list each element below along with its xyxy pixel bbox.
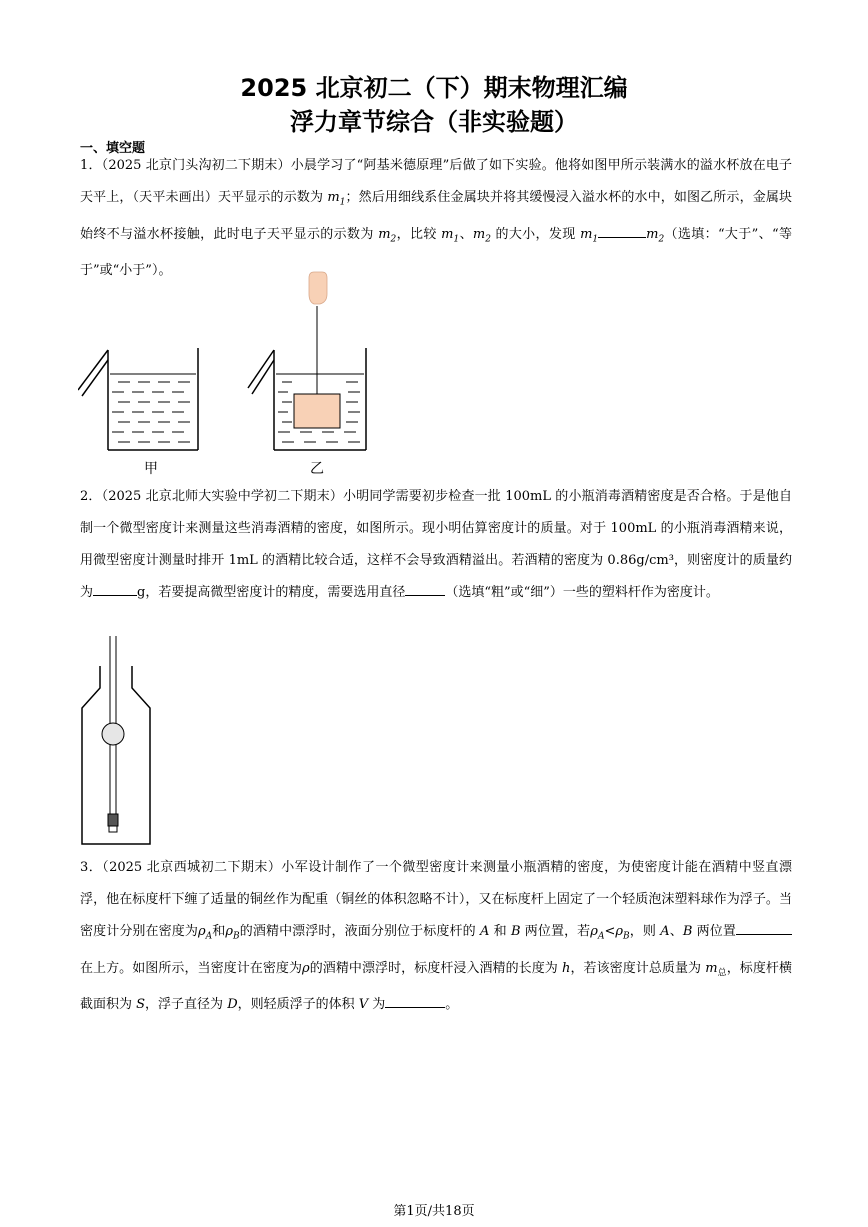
- q3-text-10: ，标度杆横截面积为: [80, 960, 792, 1013]
- metal-block: [294, 394, 340, 428]
- q1-figure-label-b: 乙: [310, 461, 324, 477]
- q3-answer-blank-2[interactable]: [385, 993, 445, 1008]
- question-1: [80, 150, 792, 287]
- q1-var-m1c: m: [580, 226, 593, 242]
- q3-sep: 、: [669, 924, 683, 939]
- q3-cmp-rho-b: ρ: [615, 924, 624, 939]
- page-footer: 第1页/共18页: [393, 1204, 475, 1219]
- q3-var-a: A: [479, 924, 490, 939]
- q3-text-5: ，则: [629, 924, 661, 939]
- q2-text-2: g，若要提高微型密度计的精度，需要选用直径: [137, 585, 406, 600]
- q3-var-b: B: [510, 924, 521, 939]
- q1-text-3: ，比较: [396, 226, 442, 242]
- q3-var-s: S: [136, 997, 146, 1013]
- q1-figure-overflow-cups: [78, 270, 378, 460]
- q3-text-14: 。: [445, 997, 459, 1013]
- page-title-line1: 2025 北京初二（下）期末物理汇编: [240, 74, 628, 102]
- q3-text-8: 的酒精中漂浮时，标度杆浸入酒精的长度为: [309, 960, 563, 976]
- q3-rho-b: ρ: [225, 924, 234, 939]
- q1-text-2: ；然后用细线系住金属块并将其缓慢浸入溢水杯的水中，如图乙所示，金属块始终不与溢水杯接触，此时电子天平显示的示数为: [80, 190, 792, 242]
- q2-answer-blank-1[interactable]: [93, 581, 137, 596]
- q1-var-m1c-sub: 1: [592, 234, 599, 245]
- q3-cmp-rho-a-sub: A: [597, 931, 605, 942]
- q1-var-m2b-sub: 2: [485, 234, 491, 245]
- q3-rho-a: ρ: [197, 924, 206, 939]
- q1-var-m1-sub: 1: [339, 197, 346, 208]
- q1-text-4: 的大小，发现: [490, 226, 581, 242]
- q2-text-1: 2．（2025 北京北师大实验中学初二下期末）小明同学需要初步检查一批 100mL 的小瓶消毒酒精密度是否合格。于是他自制一个微型密度计来测量这些消毒酒精的密度，如图所示。现小明估算密度计的质量。对于 100mL 的小瓶消毒酒精来说，用微型密度计测量时排开 1mL 的酒精比较合适，这样不会导致酒精溢出。若酒精的密度为 0.86g/cm³，则密度计的质量约为: [80, 489, 792, 600]
- q3-cmp-rho-a: ρ: [590, 924, 598, 939]
- q3-text-12: ，则轻质浮子的体积: [237, 997, 359, 1013]
- q3-var-v: V: [358, 997, 369, 1013]
- q3-text-4: 两位置，若: [520, 924, 591, 939]
- q2-answer-blank-2[interactable]: [405, 581, 445, 596]
- q1-text-1: 1．（2025 北京门头沟初二下期末）小晨学习了“阿基米德原理”后做了如下实验。他将如图甲所示装满水的溢水杯放在电子天平上，（天平未画出）天平显示的示数为: [80, 158, 792, 205]
- question-3: [80, 852, 792, 1021]
- q1-var-m1b-sub: 1: [453, 234, 460, 245]
- q3-text-13: 为: [368, 997, 386, 1013]
- q3-text-1: 3．（2025 北京西城初二下期末）小军设计制作了一个微型密度计来测量小瓶酒精的密度，为使密度计能在酒精中竖直漂浮，他在标度杆下缠了适量的铜丝作为配重（铜丝的体积忽略不计），又在标度杆上固定了一个轻质泡沫塑料球作为浮子。当密度计分别在密度为: [80, 860, 792, 939]
- q1-answer-blank[interactable]: [598, 223, 646, 238]
- q1-figure-label-a: 甲: [144, 461, 158, 477]
- q3-var-h: h: [562, 960, 571, 976]
- overflow-cup-b: [248, 272, 366, 450]
- q3-text-3: 和: [489, 924, 511, 939]
- q3-and: 和: [212, 924, 226, 939]
- q1-sep: 、: [459, 226, 473, 242]
- q3-var-m: m: [705, 960, 718, 976]
- q3-lt: <: [604, 924, 616, 939]
- q1-var-m1b: m: [441, 226, 454, 242]
- q1-text-6: （选填：“大于”、“等于”或“小于”）。: [80, 226, 792, 279]
- q3-text-9: ，若该密度计总质量为: [570, 960, 706, 976]
- q1-var-m2c-sub: 2: [658, 234, 665, 245]
- q1-var-m2-sub: 2: [390, 234, 397, 245]
- question-2: [80, 481, 792, 609]
- q3-text-2: 的酒精中漂浮时，液面分别位于标度杆的: [239, 924, 480, 939]
- q3-var-d: D: [227, 997, 238, 1013]
- q3-cmp-rho-b-sub: B: [623, 931, 630, 942]
- q3-rho: ρ: [302, 960, 310, 976]
- q1-var-m2: m: [378, 226, 391, 242]
- copper-weight: [108, 814, 118, 826]
- q2-figure-bottle-hydrometer: [78, 636, 158, 848]
- section-heading: 一、填空题: [80, 141, 146, 156]
- q2-text-3: （选填“粗”或“细”）一些的塑料杆作为密度计。: [445, 585, 719, 600]
- q3-rho-b-sub: B: [233, 931, 240, 942]
- q3-text-6: 两位置: [692, 924, 736, 939]
- q3-var-a2: A: [660, 924, 670, 939]
- float-ball: [102, 723, 124, 745]
- q3-text-7: 在上方。如图所示，当密度计在密度为: [80, 960, 303, 976]
- q1-var-m2c: m: [646, 226, 659, 242]
- q3-answer-blank-1[interactable]: [736, 920, 792, 935]
- overflow-cup-a: [78, 348, 198, 450]
- q3-rho-a-sub: A: [205, 931, 213, 942]
- q3-var-b2: B: [682, 924, 693, 939]
- q3-var-m-sub: 总: [717, 968, 727, 979]
- hand-icon: [309, 272, 327, 304]
- page-title-line2: 浮力章节综合（非实验题）: [290, 108, 578, 136]
- q1-var-m2b: m: [472, 226, 486, 242]
- q1-var-m1: m: [327, 190, 340, 205]
- q3-text-11: ，浮子直径为: [145, 997, 228, 1013]
